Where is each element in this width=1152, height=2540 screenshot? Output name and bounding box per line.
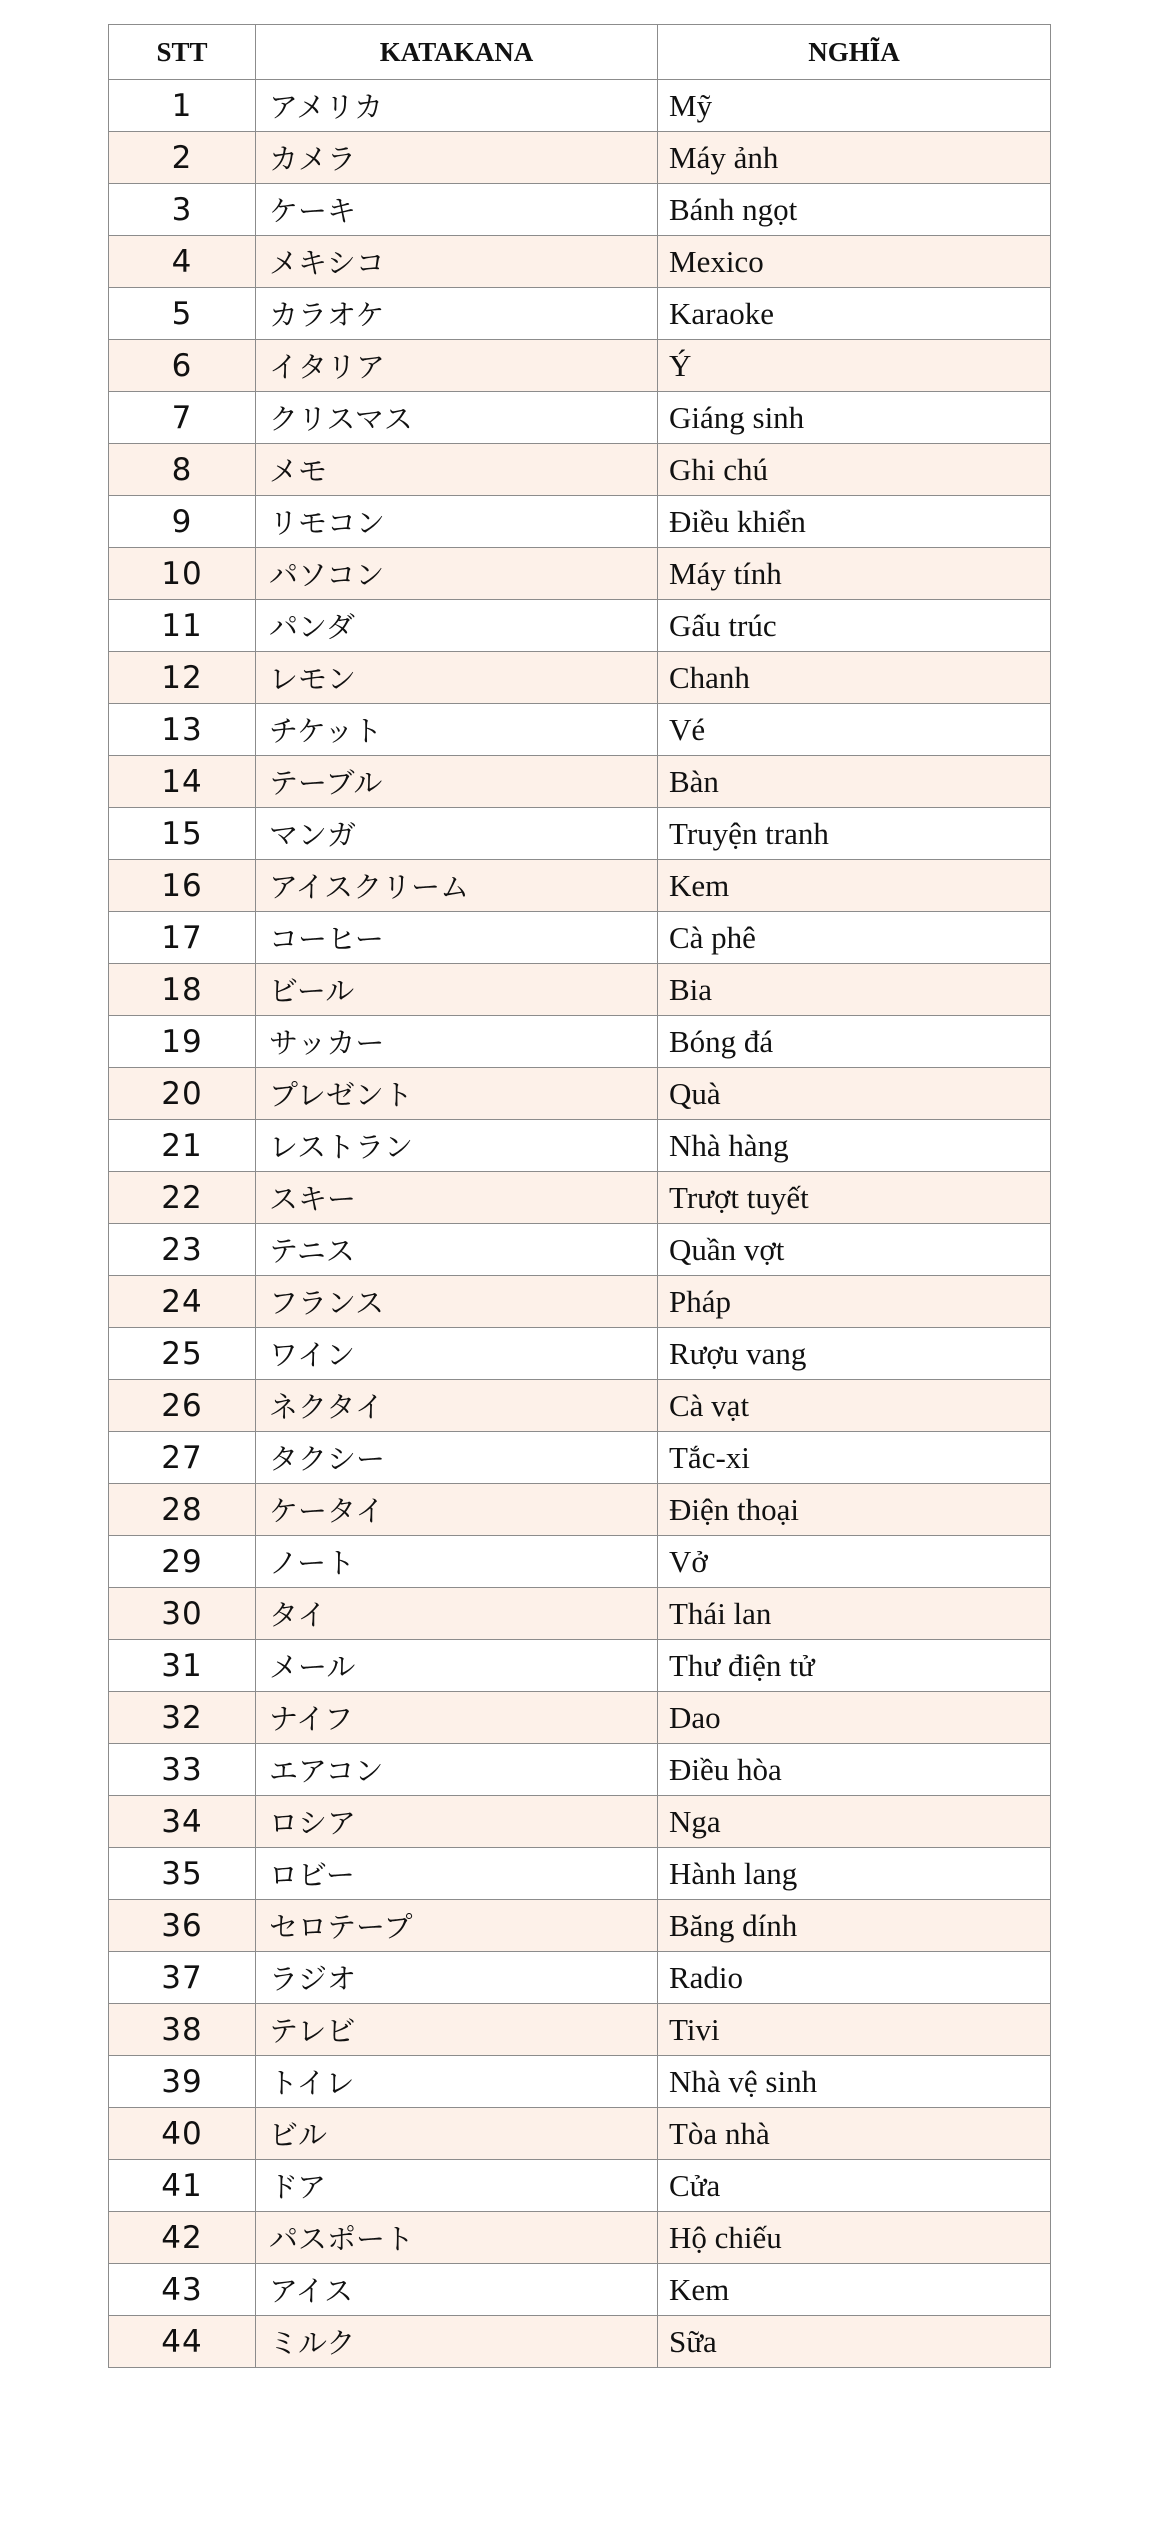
katakana-cell: スキー bbox=[256, 1172, 658, 1224]
table-row bbox=[109, 184, 1051, 236]
stt-cell: 28 bbox=[109, 1484, 256, 1536]
katakana-cell: ナイフ bbox=[256, 1692, 658, 1744]
stt-cell: 11 bbox=[109, 600, 256, 652]
stt-cell: 43 bbox=[109, 2264, 256, 2316]
stt-cell: 6 bbox=[109, 340, 256, 392]
table-row bbox=[109, 1900, 1051, 1952]
table-row bbox=[109, 1224, 1051, 1276]
table-row bbox=[109, 2056, 1051, 2108]
meaning-cell: Pháp bbox=[658, 1276, 1051, 1328]
table-row bbox=[109, 600, 1051, 652]
katakana-cell: プレゼント bbox=[256, 1068, 658, 1120]
table-row bbox=[109, 1848, 1051, 1900]
katakana-cell: メモ bbox=[256, 444, 658, 496]
table-row bbox=[109, 1692, 1051, 1744]
katakana-cell: ロビー bbox=[256, 1848, 658, 1900]
stt-cell: 24 bbox=[109, 1276, 256, 1328]
stt-cell: 42 bbox=[109, 2212, 256, 2264]
stt-cell: 2 bbox=[109, 132, 256, 184]
table-row bbox=[109, 1016, 1051, 1068]
stt-cell: 26 bbox=[109, 1380, 256, 1432]
meaning-cell: Bia bbox=[658, 964, 1051, 1016]
table-row bbox=[109, 964, 1051, 1016]
katakana-cell: レストラン bbox=[256, 1120, 658, 1172]
meaning-cell: Nhà hàng bbox=[658, 1120, 1051, 1172]
katakana-cell: マンガ bbox=[256, 808, 658, 860]
table-row bbox=[109, 2264, 1051, 2316]
stt-cell: 21 bbox=[109, 1120, 256, 1172]
table-row bbox=[109, 1380, 1051, 1432]
table-row bbox=[109, 236, 1051, 288]
stt-cell: 15 bbox=[109, 808, 256, 860]
stt-cell: 39 bbox=[109, 2056, 256, 2108]
meaning-cell: Vé bbox=[658, 704, 1051, 756]
katakana-cell: エアコン bbox=[256, 1744, 658, 1796]
katakana-cell: タクシー bbox=[256, 1432, 658, 1484]
meaning-cell: Mexico bbox=[658, 236, 1051, 288]
katakana-cell: ビル bbox=[256, 2108, 658, 2160]
katakana-cell: コーヒー bbox=[256, 912, 658, 964]
stt-cell: 16 bbox=[109, 860, 256, 912]
stt-cell: 20 bbox=[109, 1068, 256, 1120]
stt-cell: 5 bbox=[109, 288, 256, 340]
stt-cell: 37 bbox=[109, 1952, 256, 2004]
stt-cell: 22 bbox=[109, 1172, 256, 1224]
katakana-cell: アイス bbox=[256, 2264, 658, 2316]
katakana-cell: レモン bbox=[256, 652, 658, 704]
table-row bbox=[109, 1276, 1051, 1328]
katakana-cell: パンダ bbox=[256, 600, 658, 652]
stt-cell: 8 bbox=[109, 444, 256, 496]
meaning-cell: Kem bbox=[658, 2264, 1051, 2316]
table-row bbox=[109, 392, 1051, 444]
table-row bbox=[109, 1484, 1051, 1536]
stt-cell: 9 bbox=[109, 496, 256, 548]
meaning-cell: Máy ảnh bbox=[658, 132, 1051, 184]
meaning-cell: Cửa bbox=[658, 2160, 1051, 2212]
stt-cell: 35 bbox=[109, 1848, 256, 1900]
meaning-cell: Kem bbox=[658, 860, 1051, 912]
katakana-cell: ノート bbox=[256, 1536, 658, 1588]
stt-cell: 7 bbox=[109, 392, 256, 444]
katakana-cell: チケット bbox=[256, 704, 658, 756]
table-row bbox=[109, 2212, 1051, 2264]
stt-cell: 44 bbox=[109, 2316, 256, 2368]
katakana-cell: ミルク bbox=[256, 2316, 658, 2368]
meaning-cell: Bóng đá bbox=[658, 1016, 1051, 1068]
meaning-cell: Cà vạt bbox=[658, 1380, 1051, 1432]
header-katakana: KATAKANA bbox=[256, 25, 658, 80]
table-row bbox=[109, 444, 1051, 496]
katakana-cell: ケータイ bbox=[256, 1484, 658, 1536]
meaning-cell: Máy tính bbox=[658, 548, 1051, 600]
stt-cell: 18 bbox=[109, 964, 256, 1016]
meaning-cell: Dao bbox=[658, 1692, 1051, 1744]
table-row bbox=[109, 340, 1051, 392]
meaning-cell: Nga bbox=[658, 1796, 1051, 1848]
table-row bbox=[109, 1640, 1051, 1692]
meaning-cell: Mỹ bbox=[658, 80, 1051, 132]
katakana-cell: カメラ bbox=[256, 132, 658, 184]
table-row bbox=[109, 496, 1051, 548]
table-row bbox=[109, 808, 1051, 860]
meaning-cell: Radio bbox=[658, 1952, 1051, 2004]
stt-cell: 10 bbox=[109, 548, 256, 600]
meaning-cell: Nhà vệ sinh bbox=[658, 2056, 1051, 2108]
katakana-cell: ワイン bbox=[256, 1328, 658, 1380]
stt-cell: 1 bbox=[109, 80, 256, 132]
table-row bbox=[109, 652, 1051, 704]
katakana-cell: メキシコ bbox=[256, 236, 658, 288]
table-row bbox=[109, 2160, 1051, 2212]
table-row bbox=[109, 132, 1051, 184]
stt-cell: 30 bbox=[109, 1588, 256, 1640]
table-row bbox=[109, 1328, 1051, 1380]
katakana-cell: トイレ bbox=[256, 2056, 658, 2108]
katakana-cell: アメリカ bbox=[256, 80, 658, 132]
meaning-cell: Rượu vang bbox=[658, 1328, 1051, 1380]
katakana-cell: テニス bbox=[256, 1224, 658, 1276]
meaning-cell: Ý bbox=[658, 340, 1051, 392]
katakana-cell: パスポート bbox=[256, 2212, 658, 2264]
stt-cell: 38 bbox=[109, 2004, 256, 2056]
table-row bbox=[109, 1744, 1051, 1796]
stt-cell: 4 bbox=[109, 236, 256, 288]
table-row bbox=[109, 1068, 1051, 1120]
stt-cell: 41 bbox=[109, 2160, 256, 2212]
meaning-cell: Quần vợt bbox=[658, 1224, 1051, 1276]
meaning-cell: Điện thoại bbox=[658, 1484, 1051, 1536]
meaning-cell: Sữa bbox=[658, 2316, 1051, 2368]
meaning-cell: Karaoke bbox=[658, 288, 1051, 340]
stt-cell: 3 bbox=[109, 184, 256, 236]
katakana-cell: タイ bbox=[256, 1588, 658, 1640]
meaning-cell: Hộ chiếu bbox=[658, 2212, 1051, 2264]
katakana-cell: テーブル bbox=[256, 756, 658, 808]
stt-cell: 17 bbox=[109, 912, 256, 964]
header-row bbox=[109, 25, 1051, 80]
katakana-cell: メール bbox=[256, 1640, 658, 1692]
header-nghia: NGHĨA bbox=[658, 25, 1051, 80]
katakana-cell: アイスクリーム bbox=[256, 860, 658, 912]
meaning-cell: Hành lang bbox=[658, 1848, 1051, 1900]
meaning-cell: Quà bbox=[658, 1068, 1051, 1120]
table-row bbox=[109, 704, 1051, 756]
meaning-cell: Chanh bbox=[658, 652, 1051, 704]
katakana-cell: セロテープ bbox=[256, 1900, 658, 1952]
table-header bbox=[109, 25, 1051, 80]
meaning-cell: Tivi bbox=[658, 2004, 1051, 2056]
meaning-cell: Truyện tranh bbox=[658, 808, 1051, 860]
table-row bbox=[109, 1796, 1051, 1848]
stt-cell: 25 bbox=[109, 1328, 256, 1380]
katakana-cell: ロシア bbox=[256, 1796, 658, 1848]
katakana-cell: リモコン bbox=[256, 496, 658, 548]
meaning-cell: Băng dính bbox=[658, 1900, 1051, 1952]
stt-cell: 12 bbox=[109, 652, 256, 704]
meaning-cell: Bàn bbox=[658, 756, 1051, 808]
header-stt: STT bbox=[109, 25, 256, 80]
katakana-cell: ケーキ bbox=[256, 184, 658, 236]
meaning-cell: Điều hòa bbox=[658, 1744, 1051, 1796]
table-row bbox=[109, 1952, 1051, 2004]
stt-cell: 36 bbox=[109, 1900, 256, 1952]
table-row bbox=[109, 80, 1051, 132]
meaning-cell: Trượt tuyết bbox=[658, 1172, 1051, 1224]
stt-cell: 14 bbox=[109, 756, 256, 808]
stt-cell: 34 bbox=[109, 1796, 256, 1848]
meaning-cell: Điều khiển bbox=[658, 496, 1051, 548]
meaning-cell: Ghi chú bbox=[658, 444, 1051, 496]
stt-cell: 19 bbox=[109, 1016, 256, 1068]
stt-cell: 31 bbox=[109, 1640, 256, 1692]
katakana-cell: イタリア bbox=[256, 340, 658, 392]
katakana-cell: ビール bbox=[256, 964, 658, 1016]
katakana-cell: カラオケ bbox=[256, 288, 658, 340]
meaning-cell: Thư điện tử bbox=[658, 1640, 1051, 1692]
katakana-cell: テレビ bbox=[256, 2004, 658, 2056]
table-row bbox=[109, 2108, 1051, 2160]
stt-cell: 23 bbox=[109, 1224, 256, 1276]
table-row bbox=[109, 1120, 1051, 1172]
table-row bbox=[109, 2004, 1051, 2056]
vocabulary-table bbox=[108, 24, 1051, 2368]
table-row bbox=[109, 2316, 1051, 2368]
table-row bbox=[109, 1588, 1051, 1640]
meaning-cell: Tắc-xi bbox=[658, 1432, 1051, 1484]
katakana-cell: ネクタイ bbox=[256, 1380, 658, 1432]
table-row bbox=[109, 1432, 1051, 1484]
stt-cell: 27 bbox=[109, 1432, 256, 1484]
meaning-cell: Gấu trúc bbox=[658, 600, 1051, 652]
meaning-cell: Giáng sinh bbox=[658, 392, 1051, 444]
katakana-cell: パソコン bbox=[256, 548, 658, 600]
table-row bbox=[109, 1172, 1051, 1224]
table-row bbox=[109, 548, 1051, 600]
katakana-cell: ドア bbox=[256, 2160, 658, 2212]
katakana-cell: クリスマス bbox=[256, 392, 658, 444]
stt-cell: 13 bbox=[109, 704, 256, 756]
meaning-cell: Bánh ngọt bbox=[658, 184, 1051, 236]
katakana-cell: サッカー bbox=[256, 1016, 658, 1068]
table-row bbox=[109, 912, 1051, 964]
stt-cell: 33 bbox=[109, 1744, 256, 1796]
meaning-cell: Thái lan bbox=[658, 1588, 1051, 1640]
meaning-cell: Tòa nhà bbox=[658, 2108, 1051, 2160]
table-row bbox=[109, 756, 1051, 808]
stt-cell: 29 bbox=[109, 1536, 256, 1588]
table-row bbox=[109, 288, 1051, 340]
meaning-cell: Cà phê bbox=[658, 912, 1051, 964]
table-row bbox=[109, 860, 1051, 912]
stt-cell: 32 bbox=[109, 1692, 256, 1744]
meaning-cell: Vở bbox=[658, 1536, 1051, 1588]
katakana-cell: ラジオ bbox=[256, 1952, 658, 2004]
katakana-cell: フランス bbox=[256, 1276, 658, 1328]
table-row bbox=[109, 1536, 1051, 1588]
table-body bbox=[109, 80, 1051, 2368]
stt-cell: 40 bbox=[109, 2108, 256, 2160]
